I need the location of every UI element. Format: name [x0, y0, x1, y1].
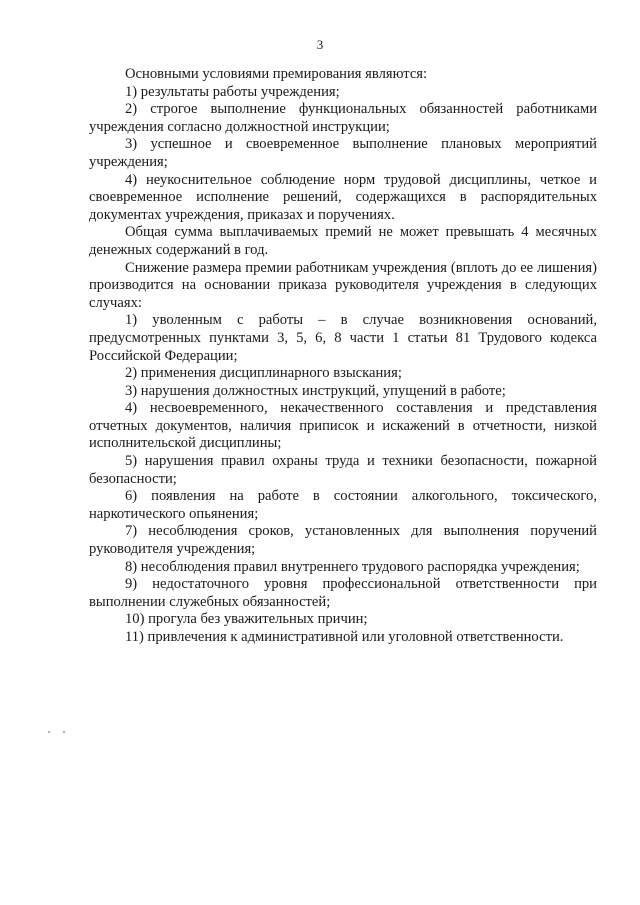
- paragraph-total-bonus: Общая сумма выплачиваемых премий не может превышать 4 месячных денежных содержаний в год.: [89, 224, 597, 258]
- list-item-reduction-7: 7) несоблюдения сроков, установленных для выполнения поручений руководителя учреждения;: [89, 523, 597, 558]
- list-item-reduction-6: 6) появления на работе в состоянии алкогольного, токсического, наркотического опьянения;: [89, 488, 597, 522]
- list-item-reduction-3: 3) нарушения должностных инструкций, упущений в работе;: [125, 382, 506, 399]
- list-item-reduction-4: 4) несвоевременного, некачественного составления и представления отчетных документов, наличия приписок и искажений в отчетности, низкой исполнительской дисциплины;: [89, 400, 597, 452]
- page-number: 3: [316, 37, 324, 52]
- list-item-condition-3: 3) успешное и своевременное выполнение плановых мероприятий учреждения;: [89, 136, 597, 170]
- list-item-condition-1: 1) результаты работы учреждения;: [125, 83, 340, 100]
- list-item-reduction-5: 5) нарушения правил охраны труда и техники безопасности, пожарной безопасности;: [89, 453, 597, 487]
- list-item-reduction-8: 8) несоблюдения правил внутреннего трудового распорядка учреждения;: [125, 558, 580, 575]
- list-item-condition-2: 2) строгое выполнение функциональных обязанностей работниками учреждения согласно должностной инструкции;: [89, 101, 597, 135]
- list-item-reduction-11: 11) привлечения к административной или уголовной ответственности.: [125, 629, 564, 645]
- document-body: [89, 66, 597, 647]
- list-item-reduction-9: 9) недостаточного уровня профессиональной ответственности при выполнении служебных обязанностей;: [89, 576, 597, 610]
- list-item-reduction-2: 2) применения дисциплинарного взыскания;: [125, 365, 402, 382]
- paragraph-reduction-intro: Снижение размера премии работникам учреждения (вплоть до ее лишения) производится на основании приказа руководителя учреждения в следующих случаях:: [89, 259, 597, 311]
- scan-speck: [63, 731, 65, 733]
- scan-speck: [48, 731, 50, 733]
- list-item-reduction-1: 1) уволенным с работы – в случае возникновения оснований, предусмотренных пунктами 3, 5, 6, 8 части 1 статьи 81 Трудового кодекса Российской Федерации;: [89, 312, 597, 364]
- list-item-condition-4: 4) неукоснительное соблюдение норм трудовой дисциплины, четкое и своевременное исполнение решений, содержащихся в распорядительных документах учреждения, приказах и поручениях.: [89, 171, 597, 223]
- paragraph-intro: Основными условиями премирования являются:: [125, 66, 428, 82]
- list-item-reduction-10: 10) прогула без уважительных причин;: [125, 611, 368, 628]
